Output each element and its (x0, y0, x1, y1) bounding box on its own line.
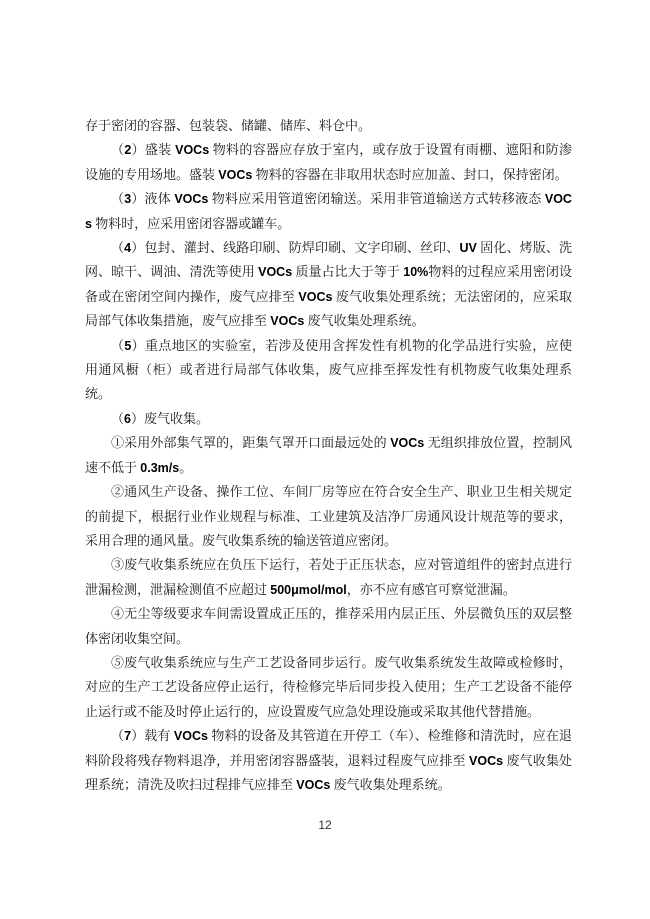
latin-text: VOCs (258, 265, 293, 280)
latin-text: 6 (124, 411, 131, 426)
paragraph: ③废气收集系统应在负压下运行，若处于正压状态，应对管道组件的密封点进行泄漏检测，泄漏检测值不应超过 500μmol/mol，亦不应有感官可察觉泄漏。 (85, 557, 572, 597)
paragraph: ⑤废气收集系统应与生产工艺设备同步运行。废气收集系统发生故障或检修时，对应的生产工艺设备应停止运行，待检修完毕后同步投入使用；生产工艺设备不能停止运行或不能及时停止运行的，应设置废气应急处理设施或采取其他代替措施。 (85, 654, 572, 719)
paragraph: ④无尘等级要求车间需设置成正压的，推荐采用内层正压、外层微负压的双层整体密闭收集空间。 (85, 606, 572, 646)
latin-text: VOCs (173, 729, 208, 744)
latin-text: 0.3m/s (140, 460, 180, 475)
latin-text: UV (459, 241, 477, 256)
latin-text: VOCs (296, 777, 331, 792)
latin-text: 10% (403, 265, 429, 280)
latin-text: 5 (124, 338, 132, 353)
latin-text: 500μmol/mol (270, 582, 347, 597)
latin-text: VOCs (270, 314, 305, 329)
paragraph: （4）包封、灌封、线路印刷、防焊印刷、文字印刷、丝印、UV 固化、烤版、洗网、晾干、调油、清洗等使用 VOCs 质量占比大于等于 10%物料的过程应采用密闭设备或在密闭空间内操作，废气应排至 VOCs 废气收集处理系统；无法密闭的，应采取局部气体收集措施，废气应排至 VOCs 废气收集处理系统。 (85, 240, 572, 329)
latin-text: 3 (124, 192, 132, 207)
paragraph: （5）重点地区的实验室，若涉及使用含挥发性有机物的化学品进行实验，应使用通风橱（柜）或者进行局部气体收集，废气应排至挥发性有机物废气收集处理系统。 (85, 337, 572, 402)
latin-text: VOCs (469, 753, 504, 768)
latin-text: VOCs (85, 192, 572, 231)
paragraph: （7）载有 VOCs 物料的设备及其管道在开停工（车）、检维修和清洗时，应在退料阶段将残存物料退净，并用密闭容器盛装，退料过程废气应排至 VOCs 废气收集处理系统；清洗及吹扫过程排气应排至 VOCs 废气收集处理系统。 (85, 728, 572, 792)
page-number: 12 (318, 818, 332, 832)
document-body (85, 114, 572, 797)
paragraph: ①采用外部集气罩的，距集气罩开口面最远处的 VOCs 无组织排放位置，控制风速不低于 0.3m/s。 (85, 435, 572, 475)
latin-text: VOCs (174, 192, 209, 207)
paragraph: ②通风生产设备、操作工位、车间厂房等应在符合安全生产、职业卫生相关规定的前提下，根据行业作业规程与标准、工业建筑及洁净厂房通风设计规范等的要求，采用合理的通风量。废气收集系统的输送管道应密闭。 (85, 484, 572, 548)
latin-text: VOCs (298, 289, 333, 304)
latin-text: VOCs (390, 436, 425, 451)
paragraph: （2）盛装 VOCs 物料的容器应存放于室内，或存放于设置有雨棚、遮阳和防渗设施的专用场地。盛装 VOCs 物料的容器在非取用状态时应加盖、封口，保持密闭。 (85, 142, 572, 182)
paragraph: （3）液体 VOCs 物料应采用管道密闭输送。采用非管道输送方式转移液态 VOCs 物料时，应采用密闭容器或罐车。 (85, 191, 572, 231)
latin-text: 2 (124, 143, 132, 158)
latin-text: VOCs (175, 143, 210, 158)
paragraph: 存于密闭的容器、包装袋、储罐、储库、料仓中。 (85, 118, 372, 133)
latin-text: 7 (124, 729, 132, 744)
latin-text: VOCs (218, 167, 253, 182)
latin-text: 4 (124, 241, 132, 256)
paragraph: （6）废气收集。 (111, 410, 209, 426)
